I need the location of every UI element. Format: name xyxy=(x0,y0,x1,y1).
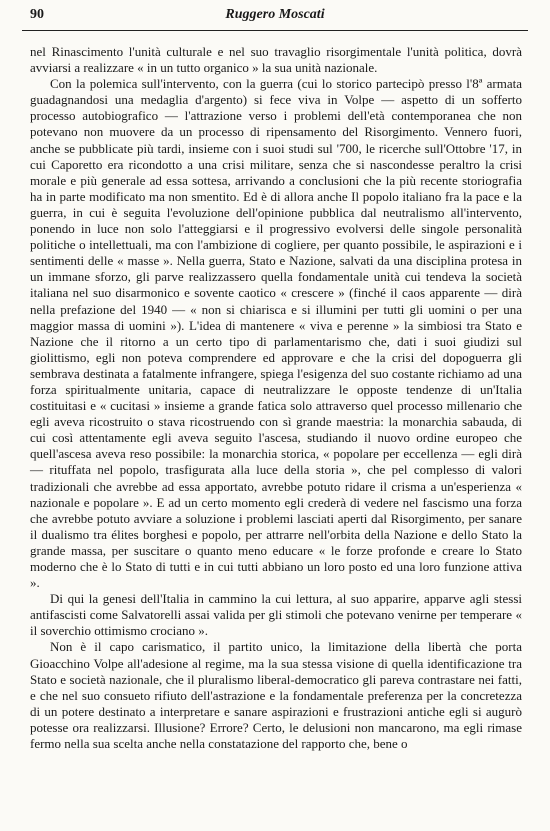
paragraph: Di qui la genesi dell'Italia in cammino la cui lettura, al suo apparire, apparve agli stessi antifascisti come Salvatorelli assai valida per gli stimoli che potevano venirne per temperare « il soverchio ottimismo crociano ». xyxy=(30,591,522,639)
body-text xyxy=(30,44,522,752)
paragraph: nel Rinascimento l'unità culturale e nel suo travaglio risorgimentale l'unità politica, dovrà avviarsi a realizzare « in un tutto organico » la sua unità nazionale. xyxy=(30,44,522,76)
paragraph: Non è il capo carismatico, il partito unico, la limitazione della libertà che porta Gioacchino Volpe all'adesione al regime, ma la sua stessa visione di quella identificazione tra Stato e società nazionale, che il pluralismo liberal-democratico gli pareva contrastare nei fatti, e che nel suo consueto rifiuto dell'astrazione e la fondamentale preferenza per la concretezza di un potere destinato a interpretare e sanare aspirazioni e frustrazioni antiche egli si augurò potesse ora realizzarsi. Illusione? Errore? Certo, le delusioni non mancarono, ma egli rimase fermo nella sua scelta anche nella constatazione del rapporto che, bene o xyxy=(30,639,522,752)
running-head: Ruggero Moscati xyxy=(225,7,325,22)
paragraph: Con la polemica sull'intervento, con la guerra (cui lo storico partecipò presso l'8ª armata guadagnandosi una medaglia d'argento) si fece viva in Volpe — aspetto di un sofferto processo autobiografico — l'attrazione verso i problemi dell'età contemporanea che non potevano non muovere da un processo di ripensamento del Risorgimento. Vennero fuori, anche se pubblicate più tardi, insieme con i suoi studi sul '700, le ricerche sull'Ottobre '17, in cui Caporetto era ricondotto a una crisi militare, senza che si nascondesse peraltro la crisi morale e più generale ad essa sottesa, arrivando a conclusioni che la più recente storiografia ha in parte modificato ma non smentito. Ed è di allora anche Il popolo italiano fra la pace e la guerra, in cui è seguita l'evoluzione dell'opinione pubblica dal neutralismo all'intervento, ponendo in luce non solo l'atteggiarsi e il progressivo evolversi delle singole personalità politiche o intellettuali, ma con l'ambizione di cogliere, per quanto possibile, le aspirazioni e i sentimenti delle « masse ». Nella guerra, Stato e Nazione, salvati da una disciplina protesa in un immane sforzo, gli parve realizzassero quella fondamentale unità cui tendeva la società italiana nel suo disarmonico e sovente caotico « crescere » (finché il caos apparente — dirà nella prefazione del 1940 — « non si chiarisca e si illumini per tutti gli uomini o per una maggior massa di uomini »). L'idea di mantenere « viva e perenne » la simbiosi tra Stato e Nazione che il ritorno a un certo tipo di parlamentarismo che, dati i suoi giudizi sul giolittismo, egli non poteva comprendere ed approvare e che la crisi del dopoguerra gli sembrava destinata a fatalmente infrangere, spiega l'esigenza del suo costante richiamo ad una forza spiritualmente unitaria, capace di neutralizzare le opposte tendenze di un'Italia costituitasi e « cucitasi » insieme a grande fatica solo attraverso quel processo millenario che egli aveva ricostruito o stava ricostruendo con sì grande maestria: la monarchia sabauda, di cui così attentamente egli aveva seguito l'ascesa, studiando il nuovo ordine europeo che quell'ascesa aveva reso possibile: la monarchia storica, « popolare per eccellenza — egli dirà — rituffata nel popolo, trasfigurata alla luce della storia », che pel complesso di valori tradizionali che avrebbe ad essa apportato, avrebbe potuto ridare il crisma a un'esperienza « nazionale e popolare ». E ad un certo momento egli crederà di vedere nel fascismo una forza che avrebbe potuto avviare a soluzione i problemi lasciati aperti dal Risorgimento, per sanare il dualismo tra élites borghesi e popolo, per attrarre nell'orbita della Nazione e dello Stato la grande massa, per suscitare o quanto meno educare « le forze profonde e creare lo Stato moderno che è lo Stato di tutti e in cui tutti abbiano un loro posto ed una loro funzione attiva ». xyxy=(30,76,522,591)
page-header xyxy=(22,6,528,31)
page-number: 90 xyxy=(30,7,44,22)
